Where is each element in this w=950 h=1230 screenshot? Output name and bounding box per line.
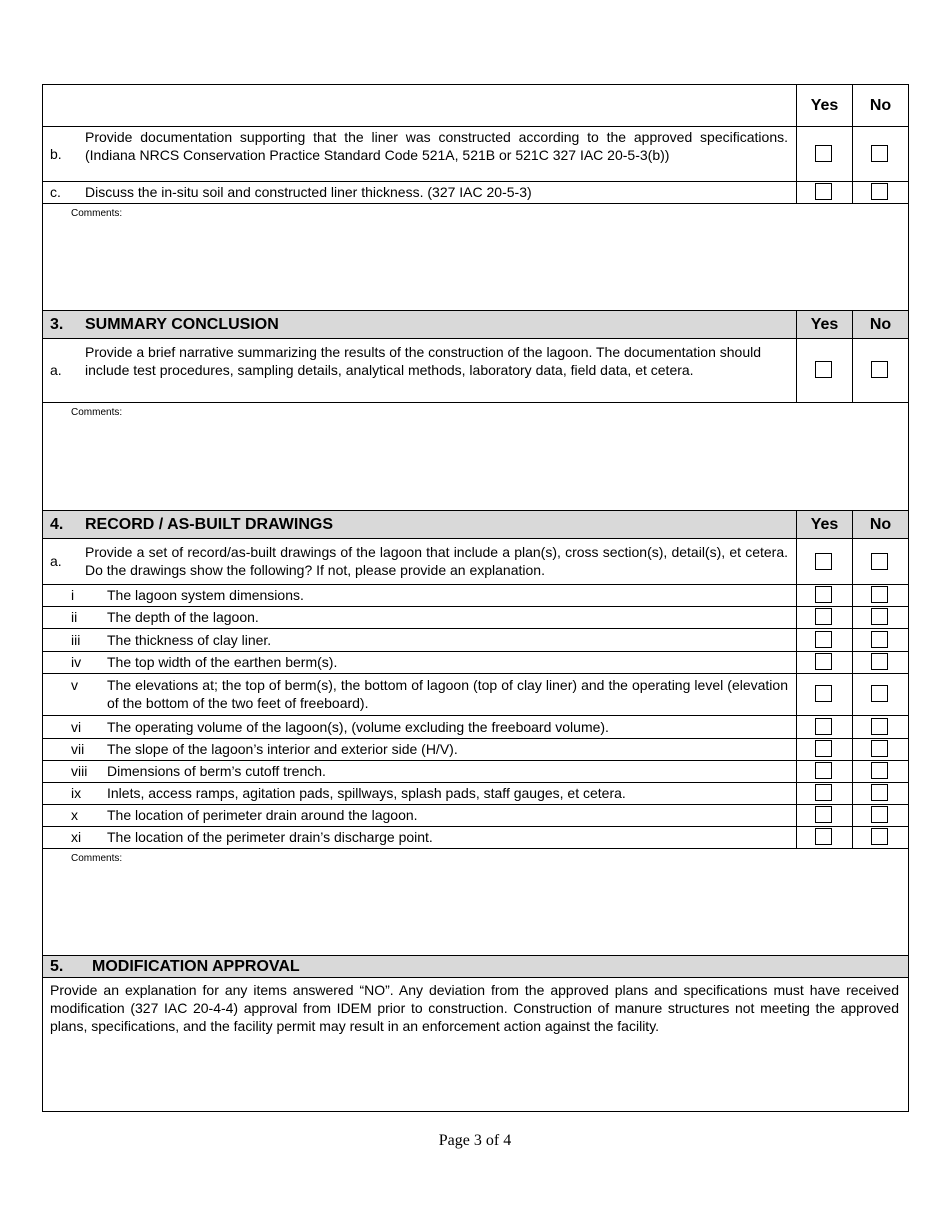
item-text: The slope of the lagoon’s interior and exterior side (H/V). — [107, 741, 458, 757]
item-label: x — [71, 807, 78, 823]
item-label: xi — [71, 829, 82, 845]
no-column-header: No — [869, 515, 892, 533]
item-label: c. — [50, 184, 61, 200]
item-row-4-vii — [43, 739, 908, 761]
yes-checkbox[interactable] — [815, 631, 832, 648]
checklist-form — [42, 84, 909, 1112]
item-label: ii — [71, 609, 78, 625]
no-checkbox[interactable] — [871, 740, 888, 757]
section-number: 4. — [50, 516, 64, 533]
no-checkbox[interactable] — [871, 586, 888, 603]
no-checkbox[interactable] — [871, 828, 888, 845]
yes-checkbox[interactable] — [815, 608, 832, 625]
yes-checkbox[interactable] — [815, 361, 832, 378]
item-row-2b — [43, 127, 908, 182]
item-row-2c — [43, 182, 908, 204]
item-row-4-ix — [43, 783, 908, 805]
yes-checkbox[interactable] — [815, 653, 832, 670]
section-title: MODIFICATION APPROVAL — [92, 958, 300, 975]
yes-checkbox[interactable] — [815, 784, 832, 801]
item-row-4a — [43, 539, 908, 585]
no-checkbox[interactable] — [871, 183, 888, 200]
item-text: The location of the perimeter drain’s discharge point. — [107, 829, 433, 845]
item-label: vi — [71, 719, 82, 735]
no-checkbox[interactable] — [871, 806, 888, 823]
yes-column-header: Yes — [810, 315, 839, 333]
item-row-4-vi — [43, 716, 908, 739]
comments-area-section-2[interactable] — [43, 204, 908, 311]
no-column-header: No — [869, 315, 892, 333]
comments-label: Comments: — [71, 208, 123, 219]
yes-checkbox[interactable] — [815, 145, 832, 162]
section-title: SUMMARY CONCLUSION — [85, 316, 279, 333]
item-text: The elevations at; the top of berm(s), the bottom of lagoon (top of clay liner) and the operating level (elevation of the bottom of the two feet of freeboard). — [107, 677, 788, 711]
yes-checkbox[interactable] — [815, 718, 832, 735]
item-row-4-iv — [43, 652, 908, 674]
no-checkbox[interactable] — [871, 718, 888, 735]
yes-checkbox[interactable] — [815, 762, 832, 779]
item-label: iv — [71, 654, 82, 670]
section-5-explanation-area[interactable] — [43, 978, 908, 1111]
item-text: The lagoon system dimensions. — [107, 587, 304, 603]
item-text: The operating volume of the lagoon(s), (volume excluding the freeboard volume). — [107, 719, 609, 735]
item-text: Dimensions of berm’s cutoff trench. — [107, 763, 326, 779]
no-checkbox[interactable] — [871, 685, 888, 702]
item-label: v — [71, 677, 78, 693]
section-4-header — [43, 511, 908, 539]
no-checkbox[interactable] — [871, 631, 888, 648]
no-checkbox[interactable] — [871, 553, 888, 570]
yes-checkbox[interactable] — [815, 586, 832, 603]
item-text: The depth of the lagoon. — [107, 609, 259, 625]
item-text: Discuss the in-situ soil and constructed liner thickness. (327 IAC 20-5-3) — [85, 184, 532, 200]
item-text: Inlets, access ramps, agitation pads, spillways, splash pads, staff gauges, et cetera. — [107, 785, 626, 801]
item-label: b. — [50, 146, 62, 162]
yes-column-header: Yes — [810, 96, 839, 114]
section-5-header — [43, 956, 908, 978]
item-row-4-ii — [43, 607, 908, 629]
item-label: vii — [71, 741, 85, 757]
item-row-4-xi — [43, 827, 908, 849]
yes-checkbox[interactable] — [815, 740, 832, 757]
section-5-instructions: Provide an explanation for any items answered “NO”. Any deviation from the approved plans and specifications must have received modification (327 IAC 20-4-4) approval from IDEM prior to construction. Construction of manure structures not meeting the approved plans, specifications, and the facility permit may result in an enforcement action against the facility. — [50, 982, 899, 1034]
item-label: i — [71, 587, 75, 603]
page-number: Page 3 of 4 — [438, 1132, 512, 1149]
yes-column-header: Yes — [810, 515, 839, 533]
section-title: RECORD / AS-BUILT DRAWINGS — [85, 516, 333, 533]
no-checkbox[interactable] — [871, 608, 888, 625]
item-row-4-v — [43, 674, 908, 716]
no-checkbox[interactable] — [871, 653, 888, 670]
no-checkbox[interactable] — [871, 762, 888, 779]
comments-label: Comments: — [71, 407, 123, 418]
comments-label: Comments: — [71, 853, 123, 864]
item-row-4-x — [43, 805, 908, 827]
item-text: The location of perimeter drain around the lagoon. — [107, 807, 418, 823]
yes-checkbox[interactable] — [815, 828, 832, 845]
section-3-header — [43, 311, 908, 339]
no-checkbox[interactable] — [871, 361, 888, 378]
no-checkbox[interactable] — [871, 784, 888, 801]
no-column-header: No — [869, 96, 892, 114]
item-label: a. — [50, 362, 62, 378]
item-label: viii — [71, 763, 88, 779]
item-label: ix — [71, 785, 82, 801]
comments-area-section-3[interactable] — [43, 403, 908, 511]
yes-checkbox[interactable] — [815, 183, 832, 200]
item-label: iii — [71, 632, 81, 648]
table-header-row — [43, 85, 908, 127]
item-text: The top width of the earthen berm(s). — [107, 654, 338, 670]
section-number: 3. — [50, 316, 64, 333]
yes-checkbox[interactable] — [815, 806, 832, 823]
item-text: Provide a set of record/as-built drawings of the lagoon that include a plan(s), cross section(s), detail(s), et cetera. Do the drawings show the following? If not, please provide an explanation. — [85, 544, 788, 578]
no-checkbox[interactable] — [871, 145, 888, 162]
section-number: 5. — [50, 958, 64, 975]
item-row-3a — [43, 339, 908, 403]
item-text: Provide a brief narrative summarizing the results of the construction of the lagoon. The documentation should include test procedures, sampling details, analytical methods, laboratory data, field data, et cetera. — [85, 344, 762, 378]
comments-area-section-4[interactable] — [43, 849, 908, 956]
item-label: a. — [50, 553, 62, 569]
item-text: The thickness of clay liner. — [107, 632, 272, 648]
item-text: Provide documentation supporting that the liner was constructed according to the approved specifications. (Indiana NRCS Conservation Practice Standard Code 521A, 521B or 521C 327 IAC 20-5-3(b)) — [85, 129, 788, 163]
item-row-4-i — [43, 585, 908, 607]
item-row-4-iii — [43, 629, 908, 652]
yes-checkbox[interactable] — [815, 685, 832, 702]
item-row-4-viii — [43, 761, 908, 783]
yes-checkbox[interactable] — [815, 553, 832, 570]
